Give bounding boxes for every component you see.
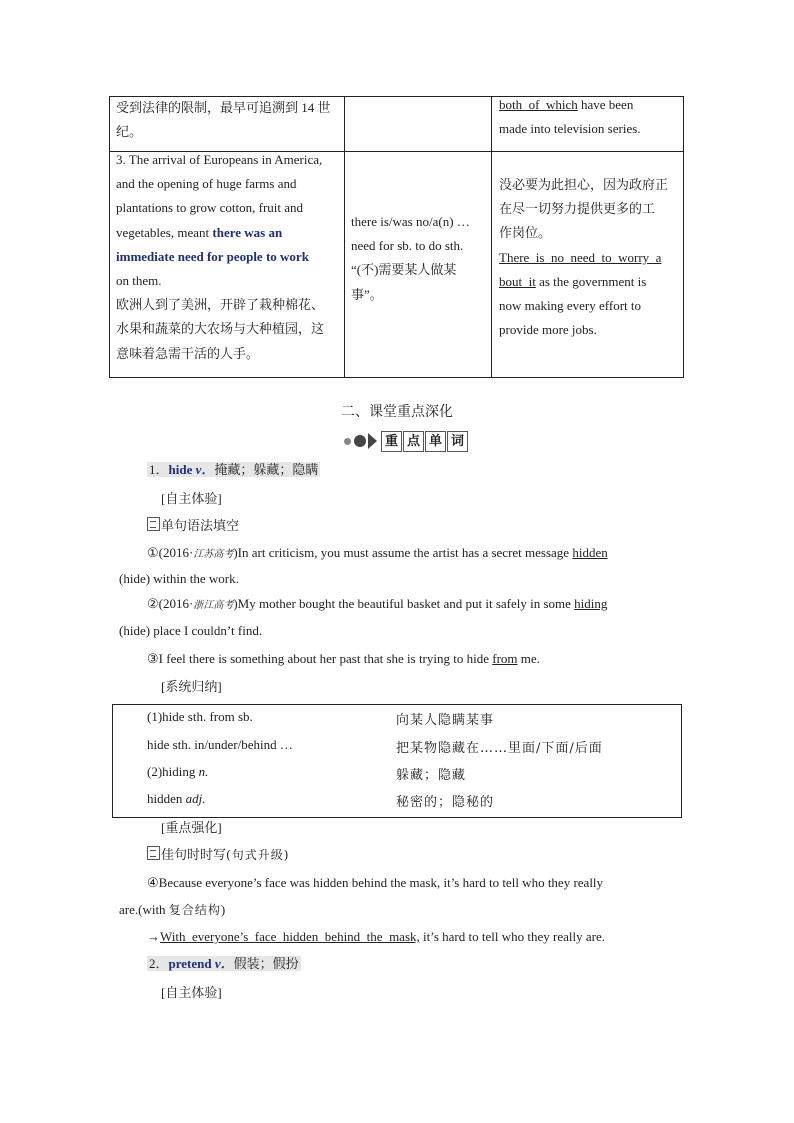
vocab-table: [109, 96, 684, 378]
exercise-icon: [147, 517, 160, 531]
banner-dot-icon: [354, 435, 366, 447]
table-border-right: [683, 96, 684, 378]
sys-label: [系统归纳]: [161, 679, 222, 694]
focus-label: [重点强化]: [161, 820, 222, 835]
summary-en: (1)hide sth. from sb.: [147, 709, 253, 724]
question-4-answer: →With_everyone’s_face_hidden_behind_the_mask, it’s hard to tell who they really are.: [147, 929, 605, 944]
summary-cn: 躲藏；隐藏: [396, 768, 467, 783]
summary-en: hide sth. in/under/behind …: [147, 737, 293, 752]
table-cell: 没必要为此担心，因为政府正 在尽一切努力提供更多的工 作岗位。 There_is_no_need_to_worry_a bout_it as the government is now making every effort to provide more jobs.: [499, 177, 669, 338]
table-border-bottom: [109, 377, 684, 378]
summary-cn: 向某人隐瞒某事: [396, 713, 495, 728]
section-banner: [344, 430, 469, 452]
question-2-tail: (hide) place I couldn’t find.: [119, 623, 263, 638]
table-col-divider: [491, 96, 492, 378]
exp-label: [自主体验]: [161, 985, 222, 1000]
upgrade-label: 佳句时时写(句式升级): [147, 843, 289, 867]
question-4-tail: are.(with 复合结构): [119, 902, 226, 917]
table-cell: both_of_which have been made into television series.: [499, 97, 641, 137]
table-border-left: [109, 96, 110, 378]
banner-char: 单: [425, 431, 446, 452]
summary-box: [112, 704, 682, 818]
exercise-icon: [147, 846, 160, 860]
question-2: ②(2016·浙江高考)My mother bought the beautiful basket and put it safely in some hiding: [147, 596, 608, 611]
banner-char: 点: [403, 431, 424, 452]
question-1: ①(2016·江苏高考)In art criticism, you must assume the artist has a secret message hidden: [147, 545, 608, 560]
table-cell: there is/was no/a(n) … need for sb. to do sth. “(不)需要某人做某 事”。: [351, 214, 470, 302]
question-3: ③I feel there is something about her past that she is trying to hide from me.: [147, 651, 540, 666]
table-col-divider: [344, 96, 345, 378]
section-title: 二、课堂重点深化: [341, 405, 453, 420]
summary-en: (2)hiding n.: [147, 764, 209, 779]
table-cell: 受到法律的限制，最早可追溯到 14 世纪。: [116, 100, 331, 140]
summary-cn: 把某物隐藏在……里面/下面/后面: [396, 741, 603, 756]
item-heading: 1．hide v．掩藏；躲藏；隐瞒: [149, 462, 319, 477]
summary-en: hidden adj.: [147, 791, 206, 806]
fill-label: 单句语法填空: [147, 514, 239, 538]
summary-cn: 秘密的；隐秘的: [396, 795, 495, 810]
banner-dot-icon: [344, 438, 351, 445]
banner-char: 词: [447, 431, 468, 452]
item-heading: 2．pretend v．假装；假扮: [149, 956, 299, 971]
banner-arrow-icon: [368, 433, 377, 449]
question-1-tail: (hide) within the work.: [119, 571, 239, 586]
table-cell: 3. The arrival of Europeans in America, and the opening of huge farms and plantations to grow cotton, fruit and vegetables, meant there was an immediate need for people to work on them. 欧洲人到了美洲，开辟了栽种棉花、 水果和蔬菜的大农场与大种植园，这 意味着急需干活的人手。: [116, 152, 325, 361]
banner-char: 重: [381, 431, 402, 452]
exp-label: [自主体验]: [161, 491, 222, 506]
question-4: ④Because everyone’s face was hidden behind the mask, it’s hard to tell who they really: [147, 875, 604, 890]
